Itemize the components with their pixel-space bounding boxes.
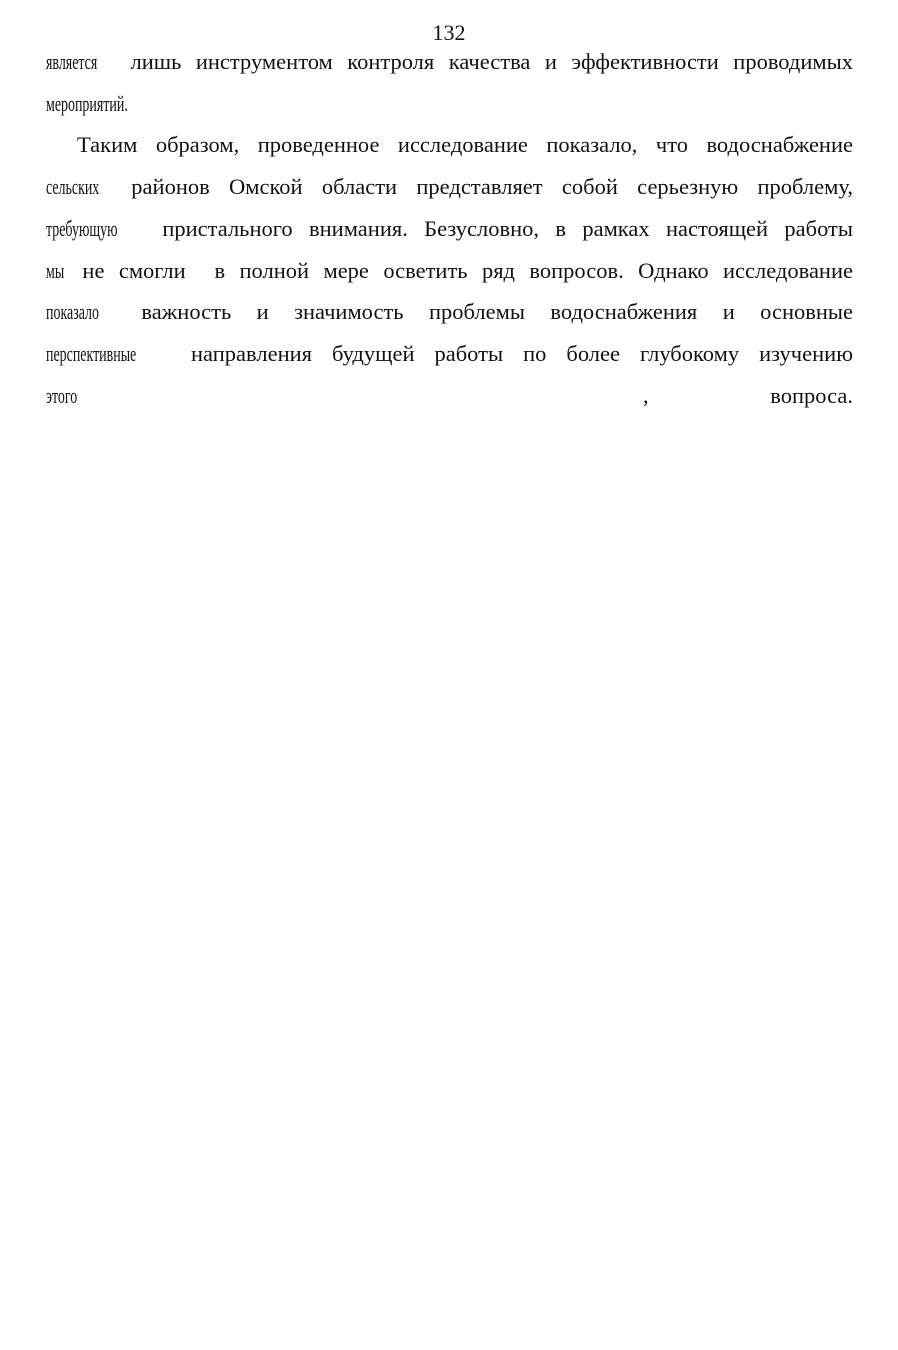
paragraph-1-line-1: [46, 47, 853, 77]
paragraph-2-line-5-text: важность и значимость проблемы водоснабжения и основные: [141, 299, 853, 324]
paragraph-2-line-6: [46, 339, 853, 369]
page-number: 132: [432, 20, 466, 45]
paragraph-2-line-6-text: направления будущей работы по более глубокому изучению: [191, 341, 853, 366]
paragraph-2-line-3-start: требующую: [46, 216, 118, 241]
paragraph-2-line-2-start: сельских: [46, 174, 100, 199]
paragraph-1-line-1-text: лишь инструментом контроля качества и эффективности проводимых: [130, 49, 854, 74]
paragraph-1-line-2-start: мероприятий.: [46, 91, 128, 116]
paragraph-2-line-6-start: перспективные: [46, 341, 137, 366]
paragraph-1-line-2: [46, 89, 853, 119]
paragraph-2-line-3: [46, 214, 853, 244]
paragraph-2-line-3-text: пристального внимания. Безусловно, в рамках настоящей работы: [162, 216, 853, 241]
paragraph-2-line-4: [46, 256, 853, 286]
paragraph-1-line-1-start: является: [46, 49, 98, 74]
paragraph-2-line-5-start: показало: [46, 299, 99, 324]
paragraph-2-line-7-start: этого: [46, 383, 78, 408]
paragraph-2-line-4-text: не смогли в полной мере осветить ряд вопросов. Однако исследование: [82, 258, 853, 283]
paragraph-2-line-5: [46, 297, 853, 327]
paragraph-2-line-7-end: вопроса.: [770, 383, 853, 408]
paragraph-2-line-7-mark: ,: [643, 383, 649, 408]
paragraph-2-line-2: [46, 172, 853, 202]
paragraph-2-line-2-text: районов Омской области представляет собой серьезную проблему,: [131, 174, 853, 199]
paragraph-2-line-4-start: мы: [46, 258, 65, 283]
paragraph-2-line-1: Таким образом, проведенное исследование показало, что водоснабжение: [77, 132, 853, 157]
